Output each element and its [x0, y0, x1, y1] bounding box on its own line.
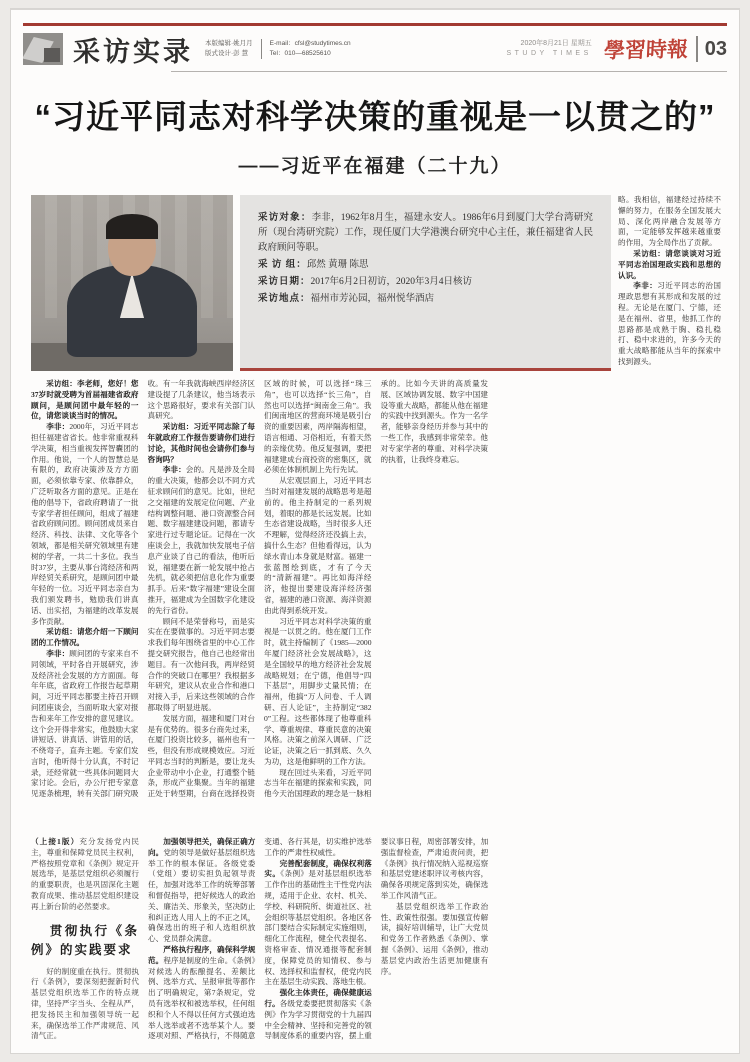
page-number: 03 [696, 36, 727, 62]
team-text: 邱然 黄珊 陈思 [306, 260, 369, 270]
date-line: 2020年8月21日 星期五 [520, 40, 592, 47]
tel-line: Tel：010—68525610 [269, 50, 331, 57]
editor-credits [205, 39, 253, 59]
body-paragraph: 略。我相信，福建经过持续不懈的努力，在服务全国发展大局、深化两岸融合发展等方面，一定能够发挥越来越重要的作用，为全局作出了贡献。 [618, 195, 721, 248]
bottom-article [31, 837, 721, 1049]
body-paragraph: 李非：会的。凡是涉及全局的重大决策，他都会以不同方式征求顾问们的意见。比如，世纪之交福建的发展定位问题、产业结构调整问题、港口资源整合问题、数字福建建设问题，都请专家进行过专题论证。记得在一次座谈会上，我就加快发展电子信息产业谈了自己的看法，他听后说，福建要在新一轮发展中抢占先机，就必须把信息化作为重要抓手。后来“数字福建”建设全面推开，福建成为全国数字化建设的先行省份。 [147, 465, 256, 615]
question-paragraph: 采访组：请您谈谈对习近平同志治国理政实践和思想的认识。 [618, 248, 721, 280]
header-underline [171, 71, 727, 72]
meta-divider [261, 39, 262, 59]
section-title: 采访实录 [73, 36, 193, 67]
design-line: 版式设计·彭 慧 [205, 50, 248, 57]
body-paragraph: 发展方面，福建和厦门对台是有优势的。很多台商先过来，在厦门投资比较多，福州也有一些，但没有形成规模效应。习近平同志当时的判断是，要让龙头企业带动中小企业，打通整个链条，形成产业集聚。当年的福建正处于转型期，台商在选择投资区域的时候，可以选择“珠三角”，也可以选择“长三角”，自然也可以选择“闽南金三角”。我们闽南地区的营商环境是吸引台资的重要因素，两岸隔海相望，语言相通、习俗相近，有着天然的亲缘优势。他反复强调，要把福建建成台商投资的密集区，就必须在体制机制上先行先试。 [147, 379, 372, 799]
date-text: 2017年6月2日初访，2020年3月4日核访 [310, 277, 473, 287]
interview-infobox [240, 195, 611, 371]
contact-info [270, 39, 351, 59]
section-logo-icon [23, 33, 63, 65]
body-paragraph: 习近平同志对科学决策的重视是一以贯之的。他在厦门工作时，就主持编制了《1985—2000年厦门经济社会发展战略》，这是全国较早的地方经济社会发展战略规划；在宁德，他倡导“四下基层”，用脚步丈量民情；在福州，他搞“万人问卷、千人调研、百人论证”，主持制定“3820”工程。这些都体现了他尊重科学、尊重规律、尊重民意的决策风格。决策之前深入调研、广泛论证，决策之后一抓到底、久久为功，这是他鲜明的工作方法。 [264, 616, 372, 766]
question-paragraph: 采访组：李老师，您好！您37岁时就受聘为首届福建省政府顾问，是顾问团中最年轻的一位，请您谈谈当时的情况。 [31, 379, 139, 421]
subject-text: 李非，1962年8月生，福建永安人。1986年6月到厦门大学台湾研究所（现台湾研究院）工作，现任厦门大学港澳台研究中心主任，兼任福建省人民政府顾问等职。 [258, 213, 593, 253]
team-label: 采 访 组： [258, 260, 307, 270]
interview-subject-row [258, 211, 593, 256]
masthead-logo: 學習時報 [603, 37, 689, 63]
newspaper-page [10, 8, 740, 1054]
bottom-article-columns [148, 837, 721, 1049]
editor-line: 本版编辑·姚月月 [205, 40, 253, 47]
interview-date-row [258, 275, 593, 290]
place-label: 采访地点： [258, 294, 311, 304]
body-paragraph: 加强领导把关，确保正确方向。党的领导是做好基层组织选举工作的根本保证。各级党委（党组）要切实担负起领导责任，加强对选举工作的统筹部署和督促指导，把好候选人的政治关、廉洁关、形象关，坚决防止和纠正选人用人上的不正之风，确保选出的班子和人选组织放心、党员群众满意。 [148, 837, 256, 944]
continued-paragraph [31, 837, 139, 913]
continued-intro: 充分发扬党内民主，尊重和保障党员民主权利，严格按照党章和《条例》规定开展选举，是基层党组织必须履行的重要职责，也是巩固深化主题教育成果、推动基层党组织建设再上新台阶的必然要求。 [31, 837, 139, 911]
page-edge-line [11, 9, 739, 10]
article-subtitle: ——习近平在福建（二十九） [238, 156, 512, 177]
body-paragraph: 基层党组织选举工作政治性、政策性很强。要加强宣传解读，搞好培训辅导，让广大党员和党务工作者熟悉《条例》、掌握《条例》、运用《条例》，推动基层党内政治生活更加健康有序。 [380, 901, 489, 976]
bottom-section-heading: 贯彻执行《条例》的实践要求 [31, 923, 139, 957]
body-paragraph: 李非：习近平同志的治国理政思想有其形成和发展的过程。无论是在厦门、宁德，还是在福州、省里，他抓工作的思路都是成熟于胸、稳扎稳打、稳中求进的，许多今天的重大战略都能从当年的探索中找到源头。 [618, 281, 721, 366]
email-line: E-mail：cfsl@studytimes.cn [269, 40, 351, 47]
body-paragraph: 从宏观层面上，习近平同志当时对福建发展的战略思考是超前的。他主持制定的一系列规划，着眼的都是长远发展。比如生态省建设战略，当时很多人还不理解，觉得经济还没搞上去，搞什么生态？但他看得远，认为绿水青山本身就是财富。福建一张蓝图绘到底，才有了今天的“清新福建”。再比如海洋经济，他提出要建设海洋经济强省，福建的港口资源、海洋资源由此得到系统开发。 [264, 476, 372, 615]
body-paragraph: 严格执行程序，确保科学规范。程序是制度的生命。《条例》对候选人的酝酿提名、差额比例、选举方式、呈报审批等都作出了明确规定，第7条规定，党员有选举权和被选举权，任何组织和个人不得以任何方式强迫选举人选举或者不选举某个人。要逐项对照、严格执行，不得随意变通、各行其是，切实维护选举工作的严肃性权威性。 [148, 837, 372, 1041]
article-lead-strip [31, 195, 721, 371]
body-paragraph: 顾问不是荣誉称号，而是实实在在要做事的。习近平同志要求我们每年围绕省里的中心工作提交研究报告，他自己也经常出题目。有一次他问我，两岸经贸合作的突破口在哪里？我根据多年研究，建议从农业合作和港口对接入手，后来这些领域的合作都取得了明显进展。 [147, 616, 255, 712]
right-column-top [618, 195, 721, 371]
article-body-columns [31, 379, 721, 807]
continued-from-note: （上接1版） [31, 837, 80, 846]
body-paragraph: 李非：顾问团的专家来自不同领域，平时各自开展研究，涉及经济社会发展的方方面面。每年年底，省政府工作报告起草期间，习近平同志都要主持召开顾问团座谈会，当面听取大家对报告和来年工作安排的意见建议。这个会开得非常实，他鼓励大家讲短话、讲真话、讲管用的话，不绕弯子，直奔主题。专家们发言时，他听得十分认真，不时记录，还经常就一些具体问题同大家讨论。会后，办公厅把专家意见逐条梳理，转有关部门研究吸收。有一年我就海峡西岸经济区建设提了几条建议，他当场表示这个思路很好，要求有关部门认真研究。 [31, 379, 255, 799]
bottom-article-lead-column [31, 837, 139, 1049]
date-label: 采访日期： [258, 277, 311, 287]
body-paragraph: 强化主体责任，确保健康运行。各级党委要把贯彻落实《条例》作为学习贯彻党的十九届四中全会精神、坚持和完善党的领导制度体系的重要内容，摆上重要议事日程，周密部署安排，加强监督检查，严肃追责问责，把《条例》执行情况纳入巡视巡察和基层党建述职评议考核内容，确保各项规定落到实处，确保选举工作风清气正。 [264, 837, 489, 1041]
question-paragraph: 采访组：请您介绍一下顾问团的工作情况。 [31, 627, 139, 648]
interview-team-row [258, 258, 593, 273]
place-text: 福州市芳沁园，福州悦华酒店 [310, 294, 435, 304]
page-header [23, 31, 727, 67]
photo-hair [106, 214, 159, 239]
bottom-intro-paragraph: 好的制度重在执行。贯彻执行《条例》，要深刻把握新时代基层党组织选举工作的特点规律，坚持严字当头、全程从严，把发扬民主和加强领导统一起来，确保选举工作严肃规范、风清气正。 [31, 966, 139, 1041]
body-paragraph: 完善配套制度，确保权利落实。《条例》是对基层组织选举工作作出的基础性主干性党内法规，适用于企业、农村、机关、学校、科研院所、街道社区、社会组织等基层党组织。各地区各部门要结合实际制定实施细则，细化工作流程，健全代表提名、资格审查、情况通报等配套制度，保障党员的知情权、参与权、选择权和监督权，使党内民主在基层生动实践、落地生根。 [264, 858, 372, 987]
date-block [506, 39, 591, 59]
masthead-english: STUDY TIMES [506, 50, 592, 57]
question-paragraph: 采访组：习近平同志除了每年就政府工作报告要请你们进行讨论，其他时间也会请你们参与咨询吗？ [147, 422, 255, 464]
interview-place-row [258, 292, 593, 307]
subject-label: 采访对象： [258, 213, 312, 223]
article-headline: “习近平同志对科学决策的重视是一以贯之的” [34, 98, 716, 135]
body-paragraph: 现在回过头来看，习近平同志当年在福建的探索和实践，同他今天治国理政的理念是一脉相承的。比如今天讲的高质量发展、区域协调发展、数字中国建设等重大战略，都能从他在福建的实践中找到源头。作为一名学者，能够亲身经历并参与其中的一些工作，我感到非常荣幸。他对专家学者的尊重、对科学决策的执着，让我终身难忘。 [264, 379, 488, 799]
body-paragraph: 李非：2000年，习近平同志担任福建省省长。他非常重视科学决策，相当重视发挥智囊团的作用。他说，一个人的智慧总是有限的，政府决策涉及方方面面，必须依靠专家、依靠群众，广泛听取各方面的意见。正是在他的倡导下，省政府聘请了一批专家学者担任顾问，组成了福建省政府顾问团。顾问团成员来自经济、科技、法律、文化等各个领域，都是相关研究领域里有建树的学者，一共二十多位。我当时37岁，主要从事台湾经济和两岸经贸关系研究，是顾问团中最年轻的一位。习近平同志亲自为我们颁发聘书，勉励我们讲真话、出实招，为福建的改革发展多作贡献。 [31, 422, 139, 626]
top-red-rule [23, 23, 727, 26]
interviewee-photo [31, 195, 233, 371]
edition-meta [205, 39, 351, 59]
